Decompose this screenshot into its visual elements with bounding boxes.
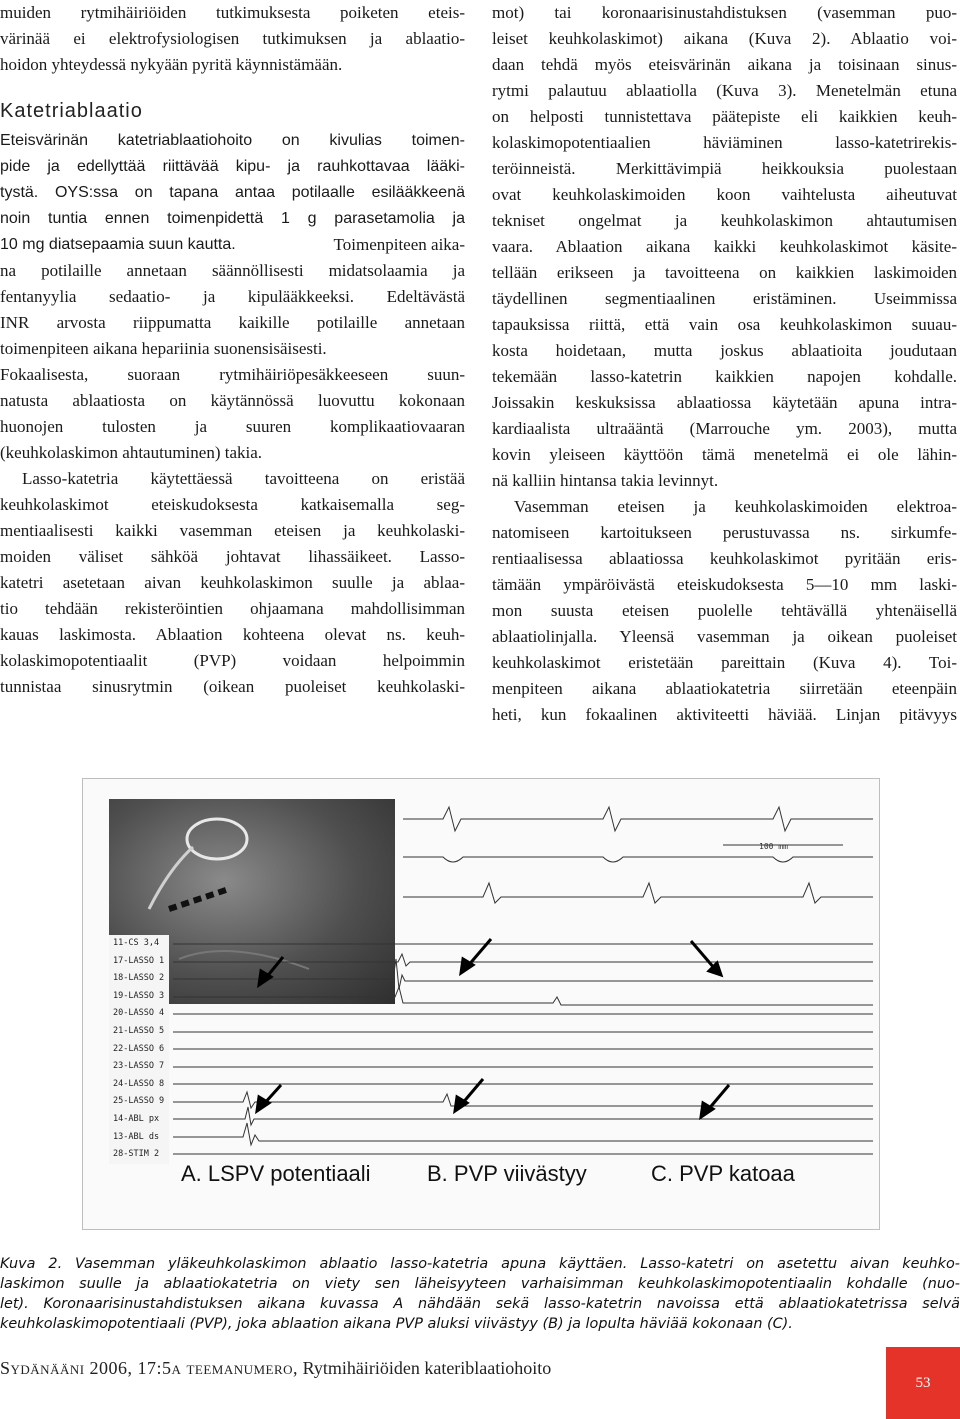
trace-line: [173, 1092, 873, 1108]
text-line: rytmi palautuu ablaatiolla (Kuva 3). Menetelmän etuna: [492, 81, 957, 100]
text-line: mon suusta eteisen puolelle tehtävällä yhtenäisellä: [492, 601, 957, 620]
text-line: tapauksissa riittä, että vain osa keuhkolaskimon suuau-: [492, 315, 957, 334]
text-line: hoidon yhteydessä nykyään pyritä käynnistämään.: [0, 55, 343, 74]
text-line: kolaskimopotentiaalit (PVP) voidaan helpoimmin: [0, 651, 465, 670]
text-span: 10 mg diatsepaamia suun kautta.: [0, 236, 236, 253]
page-footer: [0, 1358, 551, 1379]
caption-line: keuhkolaskimopotentiaali (PVP), joka ablaation aikana PVP aluksi viivästyy (B) ja lopulta häviää kokonaan (C).: [0, 1316, 793, 1332]
channel-label: 20-LASSO 4: [113, 1008, 165, 1019]
caption-line: laskimon suulle ja ablaatiokatetria on viety sen läheisyyteen varhaisimman keuhkolaskimopotentiaalin kohdalle (nuo-: [0, 1276, 960, 1292]
mixed-line: [0, 232, 465, 258]
text-line: katetri asetetaan aivan keuhkolaskimon suulle ja ablaa-: [0, 573, 465, 592]
channel-label: 21-LASSO 5: [113, 1025, 165, 1036]
trace-line: [173, 1107, 873, 1125]
text-line: natomiseen kartoitukseen perustuvassa ns. sirkumfe-: [492, 523, 957, 542]
text-line: na potilaille annetaan säännöllisesti midatsolaamia ja: [0, 261, 465, 280]
text-line: keuhkolaskimot eristetään pareittain (Kuva 4). Toi-: [492, 653, 957, 672]
left-column: [0, 0, 465, 700]
text-line: tunnistaa sinusrytmin (oikean puoleiset keuhkolaski-: [0, 677, 465, 696]
text-span: Toimenpiteen aika-: [333, 235, 465, 254]
text-line: Eteisvärinän katetriablaatiohoito on kivulias toimen-: [0, 132, 465, 149]
caption-line: Kuva 2. Vasemman yläkeuhkolaskimon ablaatio lasso-katetria apuna käyttäen. Lasso-katetri on asetettu aivan keuhko-: [0, 1256, 960, 1272]
text-line: natusta ablaatiosta on käytännössä luovuttu kokonaan: [0, 391, 465, 410]
text-line: toimenpiteen aikana hepariinia suonensisäisesti.: [0, 339, 327, 358]
journal-name: Sydänääni 2006, 17:5a teemanumero,: [0, 1358, 299, 1378]
text-line: ovat keuhkolaskimoiden koon vaihtelusta aiheutuvat: [492, 185, 957, 204]
text-line: kovin yleiseen käyttöön tämä menetelmä ei ole lähin-: [492, 445, 957, 464]
channel-label: 13-ABL ds: [113, 1131, 160, 1142]
channel-label: 23-LASSO 7: [113, 1061, 165, 1072]
right-column: [492, 0, 957, 728]
text-line: värinää ei elektrofysiologisen tutkimuksen ja ablaatio-: [0, 29, 465, 48]
text-line: teröinneistä. Merkittävimpiä heikkouksia puolestaan: [492, 159, 957, 178]
section-heading: Katetriablaatio: [0, 100, 143, 122]
text-line: tystä. OYS:ssa on tapana antaa potilaalle esilääkkeenä: [0, 184, 465, 201]
article-title: Rytmihäiriöiden kateriblaatiohoito: [298, 1358, 552, 1378]
channel-label: 18-LASSO 2: [113, 973, 165, 984]
scale-label: 100 mm: [759, 842, 788, 851]
channel-label: 22-LASSO 6: [113, 1043, 165, 1054]
text-line: mot) tai koronaarisinustahdistuksen (vasemman puo-: [492, 3, 957, 22]
text-line: täydellinen segmentiaalinen eristäminen. Useimmissa: [492, 289, 957, 308]
text-line: Fokaalisesta, suoraan rytmihäiriöpesäkkeeseen suun-: [0, 365, 465, 384]
text-line: ablaatiolinjalla. Yleensä vasemman ja oikean puoleiset: [492, 627, 957, 646]
trace-line: [403, 857, 873, 862]
text-line: heti, kun fokaalinen aktiviteetti häviää. Linjan pitävyys: [492, 705, 957, 724]
panel-label-a: A. LSPV potentiaali: [181, 1161, 371, 1186]
channel-label: 19-LASSO 3: [113, 990, 165, 1001]
intracardiac-traces: [173, 944, 873, 1154]
text-line: kosta hoidetaan, mutta joskus ablaatioita joudutaan: [492, 341, 957, 360]
text-line: daan tehdä myös eteisvärinän aikana ja toisinaan sinus-: [492, 55, 957, 74]
text-line: mentiaalisesti kaikki vasemman eteisen ja keuhkolaski-: [0, 521, 465, 540]
text-line: kolaskimopotentiaalien häviäminen lasso-katetrirekis-: [492, 133, 957, 152]
text-line: (keuhkolaskimon ahtautuminen) takia.: [0, 443, 263, 462]
panel-label-c: C. PVP katoaa: [651, 1161, 795, 1186]
text-line: tellään erikseen ja tavoitteena on kaikkien laskimoiden: [492, 263, 957, 282]
channel-label: 11-CS 3,4: [113, 938, 160, 948]
text-line: tekemään lasso-katetrin kaikkien napojen kohdalle.: [492, 367, 957, 386]
text-line: menpiteen aikana ablaatiokatetria siirretään eteenpäin: [492, 679, 957, 698]
arrows: [257, 939, 729, 1117]
text-line: pide ja edellyttää riittävää kipu- ja rauhkottavaa lääki-: [0, 158, 465, 175]
channel-label: 28-STIM 2: [113, 1149, 160, 1160]
figure-caption: [0, 1254, 960, 1334]
text-line: leiset keuhkolaskimot) aikana (Kuva 2). Ablaatio voi-: [492, 29, 957, 48]
text-line: vaara. Ablaation aikana kaikki keuhkolaskimot käsite-: [492, 237, 957, 256]
text-line: muiden rytmihäiriöiden tutkimuksesta poiketen eteis-: [0, 3, 465, 22]
channel-labels: [109, 935, 169, 1164]
channel-label: 14-ABL px: [113, 1113, 160, 1124]
text-line: Vasemman eteisen ja keuhkolaskimoiden elektroa-: [514, 497, 957, 516]
channel-label: 17-LASSO 1: [113, 955, 165, 966]
text-line: kauas laskimosta. Ablaation kohteena olevat ns. keuh-: [0, 625, 465, 644]
text-line: rentiaalisessa ablaatiossa keuhkolaskimot pyritään eris-: [492, 549, 957, 568]
text-line: tekniset ongelmat ja keuhkolaskimon ahtautumisen: [492, 211, 957, 230]
page-number: 53: [886, 1347, 960, 1419]
trace-line: [403, 883, 873, 903]
text-line: nä kalliin hintansa takia levinnyt.: [492, 471, 719, 490]
panel-label-b: B. PVP viivästyy: [427, 1161, 587, 1186]
surface-traces: [403, 807, 873, 903]
text-line: INR arvosta riippumatta kaikille potilaille annetaan: [0, 313, 465, 332]
text-line: fentanyylia sedaatio- ja kipulääkkeeksi. Edeltävästä: [0, 287, 465, 306]
text-line: Lasso-katetria käytettäessä tavoitteena on eristää: [22, 469, 465, 488]
text-line: on helposti tunnistettava päätepiste eli kaikkien keuh-: [492, 107, 957, 126]
trace-line: [173, 1123, 873, 1145]
trace-line: [403, 807, 873, 831]
arrow-icon: [691, 941, 715, 969]
channel-label: 24-LASSO 8: [113, 1078, 165, 1089]
text-line: kardiaalista ultraääntä (Marrouche ym. 2003), mutta: [492, 419, 957, 438]
text-line: tämään ympäröivästä eteiskudoksesta 5—10 mm laski-: [492, 575, 957, 594]
text-line: huonojen tulosten ja suuren komplikaatiovaaran: [0, 417, 465, 436]
text-line: noin tuntia ennen toimenpidettä 1 g parasetamolia ja: [0, 210, 465, 227]
text-line: Joissakin keskuksissa ablaatiossa käytetään apuna intra-: [492, 393, 957, 412]
trace-line: [173, 987, 873, 1005]
caption-line: let). Koronaarisinustahdistuksen aikana kuvassa A nähdään sekä lasso-katetrin navoissa että ablaatiokatetrissa selvä: [0, 1296, 960, 1312]
text-line: keuhkolaskimot eteiskudoksesta katkaisemalla seg-: [0, 495, 465, 514]
text-line: moiden väliset sähköä johtavat lihassäikeet. Lasso-: [0, 547, 465, 566]
text-line: tio tehdään rekisteröintien ohjaamana mahdollisimman: [0, 599, 465, 618]
figure-ecg-recording: [82, 778, 880, 1230]
channel-label: 25-LASSO 9: [113, 1096, 165, 1107]
